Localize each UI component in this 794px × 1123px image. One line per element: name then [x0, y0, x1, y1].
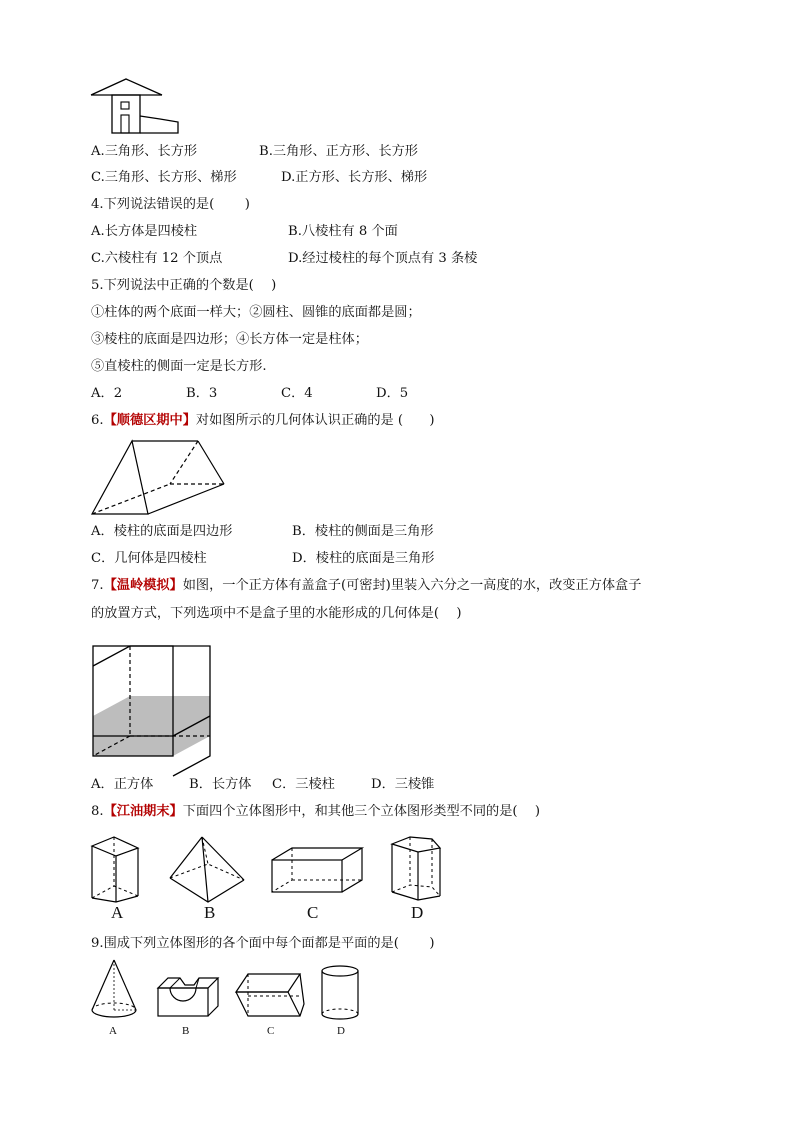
- q5-option-b: B．3: [186, 386, 218, 401]
- q6-number: 6.: [91, 413, 104, 428]
- q6-stem-line: [91, 412, 435, 430]
- q8-figure-b-pyramid: [168, 834, 248, 906]
- q3-option-c: C.三角形、长方形、梯形: [91, 170, 237, 185]
- house-figure: [90, 78, 182, 136]
- q5-statement-3: ⑤直棱柱的侧面一定是长方形.: [91, 359, 267, 374]
- q8-label-d: D: [411, 903, 424, 922]
- q7-stem-line-1: [91, 577, 641, 595]
- q6-option-a: A．棱柱的底面是四边形: [91, 524, 233, 539]
- triangular-prism-figure: [90, 438, 230, 518]
- q4-option-b: B.八棱柱有 8 个面: [288, 224, 398, 239]
- q8-figure-c-cuboid: [270, 846, 366, 896]
- q8-figure-d-pentagonal-prism: [388, 834, 444, 904]
- q8-label-b: B: [204, 903, 216, 922]
- q7-stem-line-2: 的放置方式，下列选项中不是盒子里的水能形成的几何体是( ): [91, 606, 462, 621]
- q4-option-a: A.长方体是四棱柱: [91, 224, 198, 239]
- q9-stem: 9.围成下列立体图形的各个面中每个面都是平面的是( ): [91, 936, 435, 951]
- q8-label-c: C: [307, 903, 319, 922]
- q5-statement-1: ①柱体的两个底面一样大；②圆柱、圆锥的底面都是圆；: [91, 305, 421, 320]
- q6-source-tag: 【顺德区期中】: [103, 413, 196, 428]
- q7-option-a: A．正方体: [91, 777, 154, 792]
- q3-option-b: B.三角形、正方形、长方形: [259, 144, 418, 159]
- q6-option-b: B．棱柱的侧面是三角形: [292, 524, 434, 539]
- q8-source-tag: 【江油期末】: [103, 804, 183, 819]
- q7-source-tag: 【温岭模拟】: [103, 578, 183, 593]
- q9-label-d: D: [337, 1025, 345, 1037]
- q8-stem-line: [91, 803, 540, 821]
- cube-with-water-figure: [90, 638, 215, 768]
- q9-figure-b-notched-block: [156, 972, 222, 1020]
- q8-figure-a-prism: [90, 834, 142, 904]
- q9-figure-d-cylinder: [320, 964, 362, 1022]
- q8-stem: 下面四个立体图形中，和其他三个立体图形类型不同的是( ): [182, 804, 541, 819]
- q4-option-d: D.经过棱柱的每个顶点有 3 条棱: [288, 251, 478, 266]
- q6-option-d: D．棱柱的底面是三角形: [292, 551, 435, 566]
- q3-option-d: D.正方形、长方形、梯形: [281, 170, 428, 185]
- q9-label-b: B: [182, 1025, 190, 1037]
- q9-label-a: A: [109, 1025, 117, 1037]
- q8-label-a: A: [111, 903, 124, 922]
- q6-stem: 对如图所示的几何体认识正确的是 ( ): [195, 413, 435, 428]
- q3-option-a: A.三角形、长方形: [91, 144, 198, 159]
- q7-number: 7.: [91, 578, 104, 593]
- q4-stem: 4.下列说法错误的是( ): [91, 197, 250, 212]
- q6-option-c: C．几何体是四棱柱: [91, 551, 207, 566]
- q7-stem-1: 如图，一个正方体有盖盒子(可密封)里装入六分之一高度的水，改变正方体盒子: [182, 578, 642, 593]
- q7-option-b: B．长方体: [189, 777, 252, 792]
- q5-option-a: A．2: [91, 386, 123, 401]
- q9-figure-c-hexagonal-prism: [234, 970, 308, 1022]
- q9-figure-a-cone: [90, 958, 140, 1020]
- q7-option-d: D．三棱锥: [371, 777, 435, 792]
- q4-option-c: C.六棱柱有 12 个顶点: [91, 251, 223, 266]
- q9-label-c: C: [267, 1025, 275, 1037]
- q7-option-c: C．三棱柱: [272, 777, 335, 792]
- q5-stem: 5.下列说法中正确的个数是( ): [91, 278, 277, 293]
- q5-statement-2: ③棱柱的底面是四边形；④长方体一定是柱体；: [91, 332, 368, 347]
- q5-option-c: C．4: [281, 386, 313, 401]
- q5-option-d: D．5: [376, 386, 409, 401]
- q8-number: 8.: [91, 804, 104, 819]
